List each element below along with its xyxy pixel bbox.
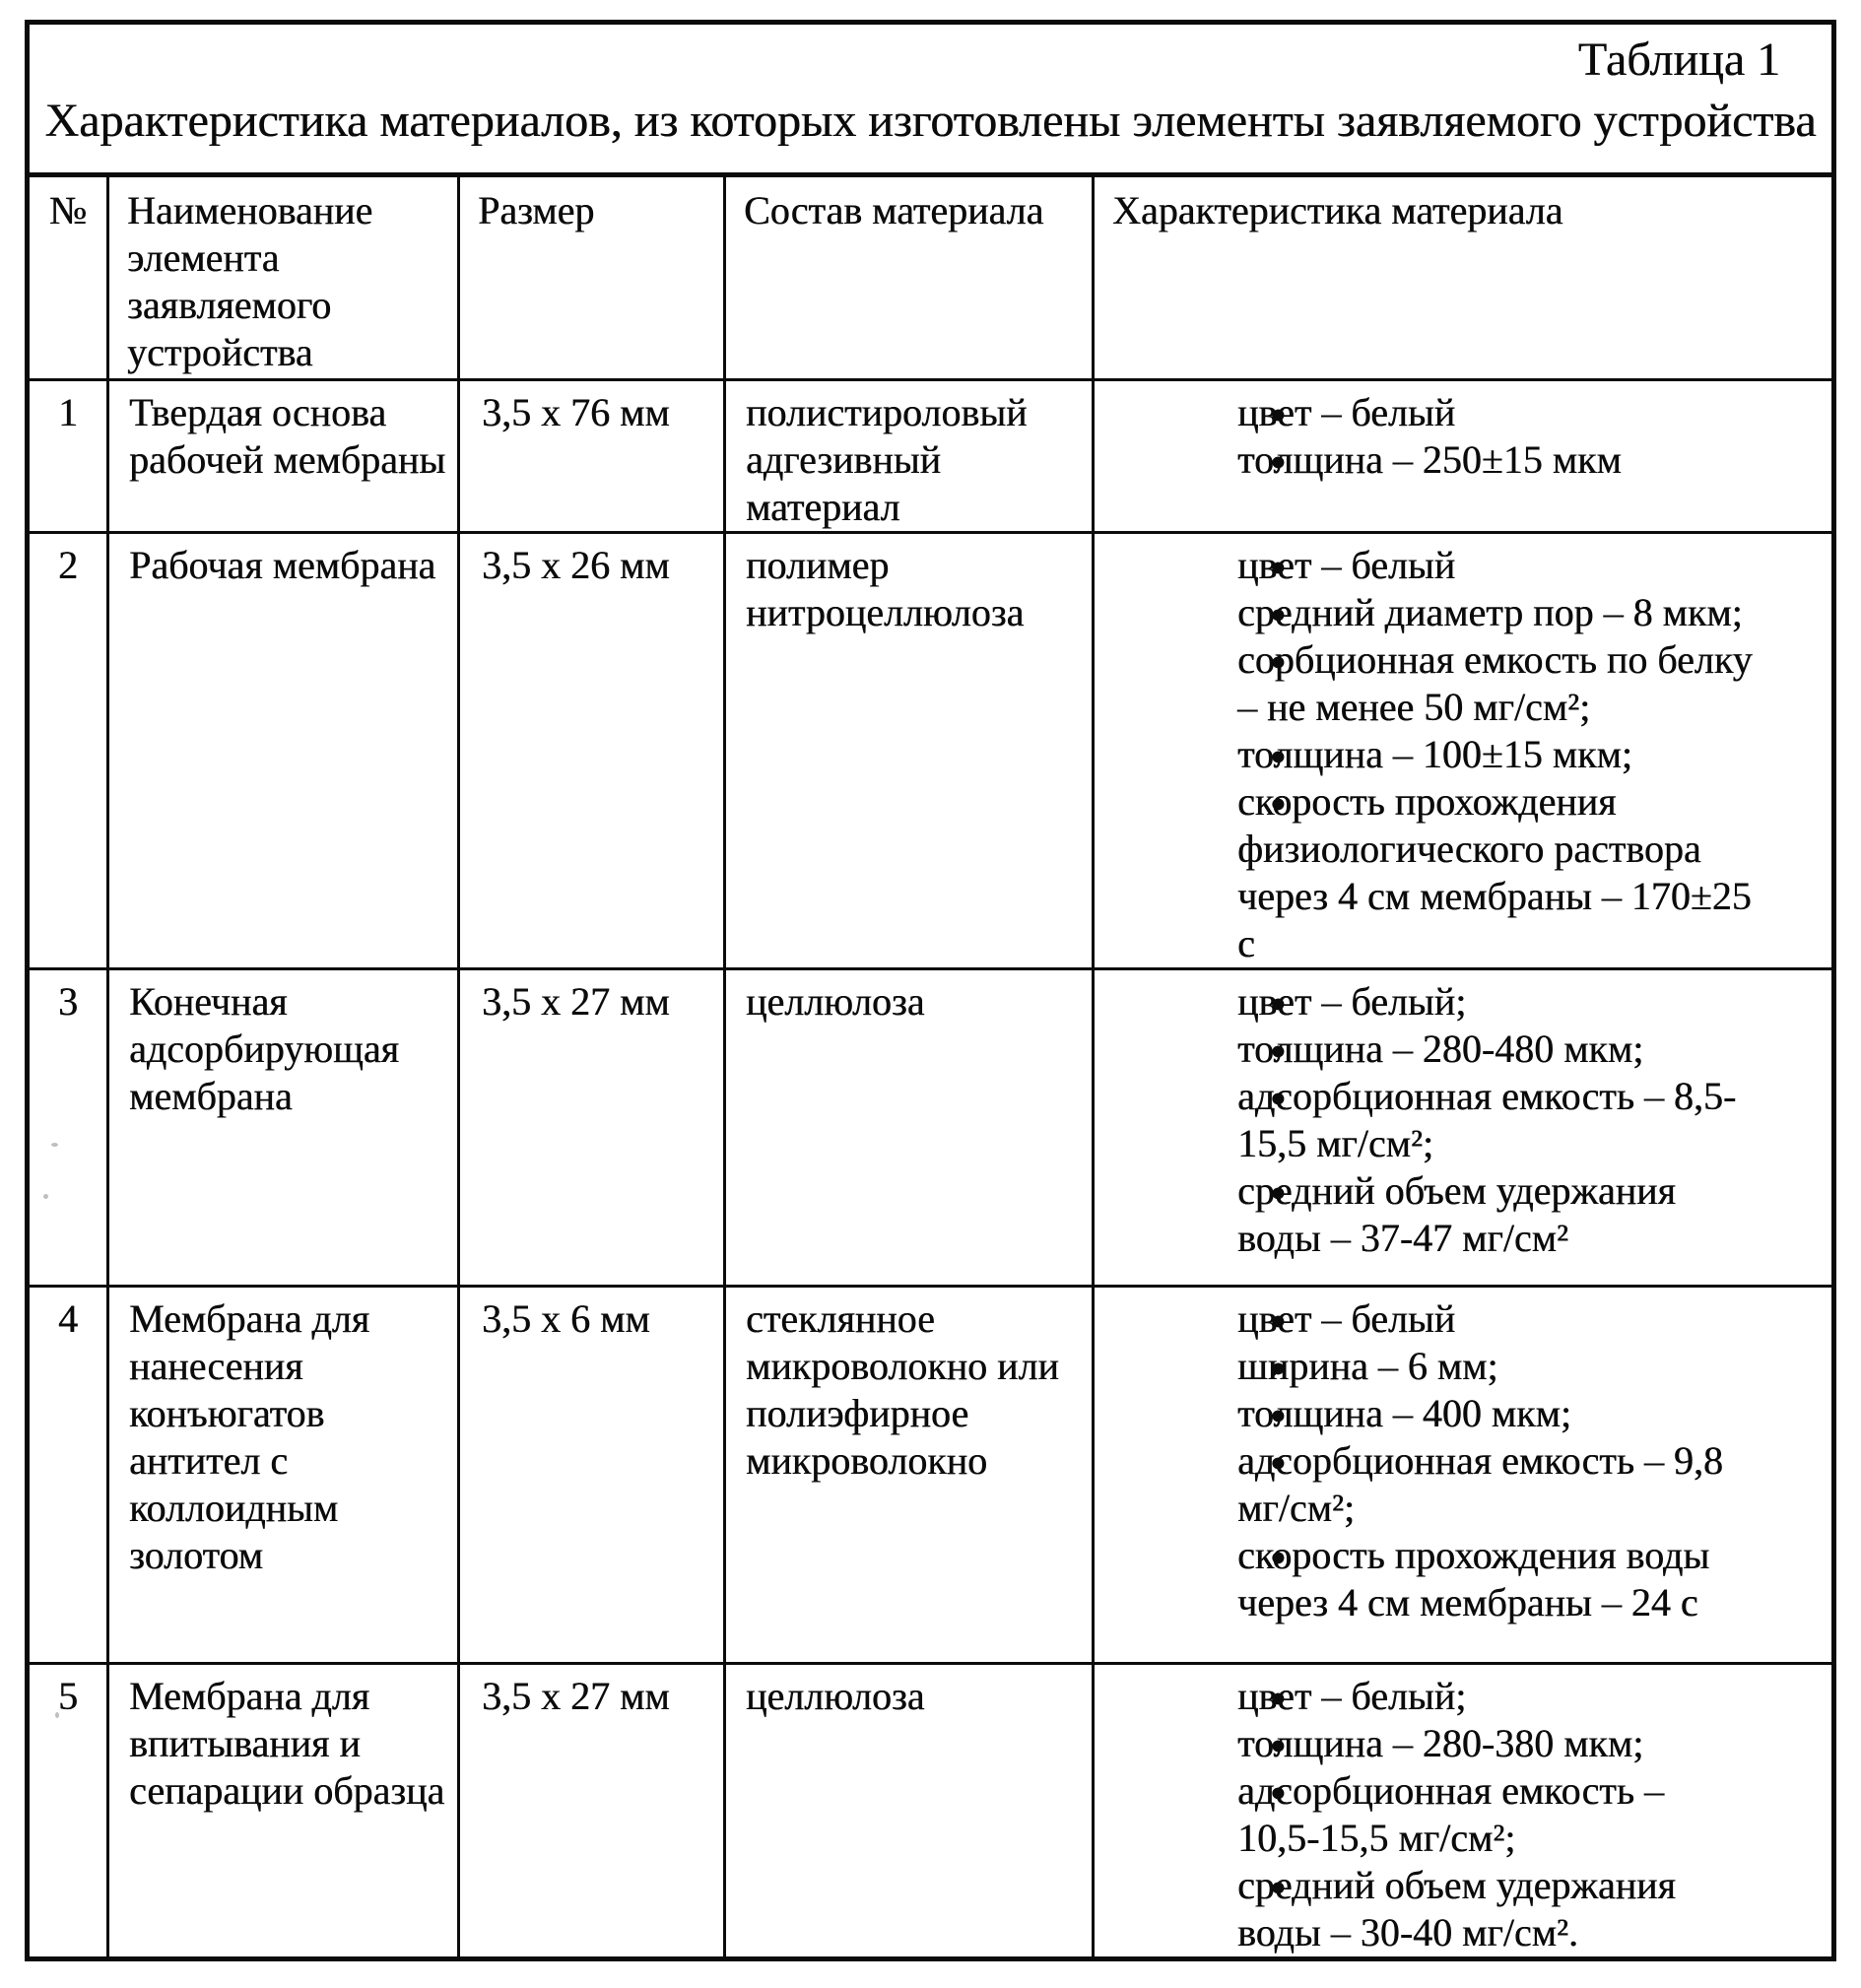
characteristic-item: ● средний объем удержания воды – 37-47 мг/см² xyxy=(1237,1167,1755,1262)
table-row xyxy=(28,1287,1834,1664)
characteristic-item: ● сорбционная емкость по белку – не менее 50 мг/см²; xyxy=(1237,636,1755,731)
element-name: Мембрана для впитывания и сепарации образца xyxy=(108,1664,459,1959)
element-size: 3,5 x 6 мм xyxy=(459,1287,725,1664)
table-caption: Характеристика материалов, из которых изготовлены элементы заявляемого устройства xyxy=(44,95,1817,147)
characteristic-item: ● цвет – белый xyxy=(1237,542,1755,589)
element-name: Мембрана для нанесения конъюгатов антител с коллоидным золотом xyxy=(108,1287,459,1664)
characteristic-item: ● толщина – 250±15 мкм xyxy=(1237,436,1755,484)
characteristic-item: ● толщина – 280-480 мкм; xyxy=(1237,1026,1755,1073)
header-element-name: Наименование элемента заявляемого устройства xyxy=(108,175,459,380)
characteristics-list xyxy=(1095,978,1755,1262)
caption-cell xyxy=(28,23,1834,175)
table-row xyxy=(28,380,1834,533)
element-characteristics xyxy=(1094,380,1834,533)
characteristic-item: ● цвет – белый xyxy=(1237,1295,1755,1343)
header-characteristics: Характеристика материала xyxy=(1094,175,1834,380)
characteristic-item: ● адсорбционная емкость – 9,8 мг/см²; xyxy=(1237,1437,1755,1532)
row-number: 5 xyxy=(28,1664,108,1959)
header-row xyxy=(28,175,1834,380)
table-row xyxy=(28,969,1834,1287)
characteristic-item: ● толщина – 280-380 мкм; xyxy=(1237,1720,1755,1767)
element-characteristics xyxy=(1094,533,1834,969)
element-name: Рабочая мембрана xyxy=(108,533,459,969)
characteristics-list xyxy=(1095,1673,1755,1956)
element-name: Конечная адсорбирующая мембрана xyxy=(108,969,459,1287)
characteristics-list xyxy=(1095,389,1755,484)
characteristic-item: ● цвет – белый; xyxy=(1237,1673,1755,1720)
characteristic-item: ● скорость прохождения физиологического раствора через 4 см мембраны – 170±25 с xyxy=(1237,778,1755,967)
row-number: 1 xyxy=(28,380,108,533)
characteristic-item: ● скорость прохождения воды через 4 см мембраны – 24 с xyxy=(1237,1532,1755,1626)
table-row xyxy=(28,1664,1834,1959)
table-label: Таблица 1 xyxy=(1577,33,1780,86)
element-composition: целлюлоза xyxy=(725,969,1094,1287)
element-name: Твердая основа рабочей мембраны xyxy=(108,380,459,533)
table-row xyxy=(28,533,1834,969)
characteristic-item: ● средний диаметр пор – 8 мкм; xyxy=(1237,589,1755,636)
element-size: 3,5 x 76 мм xyxy=(459,380,725,533)
element-characteristics xyxy=(1094,1664,1834,1959)
element-characteristics xyxy=(1094,1287,1834,1664)
characteristic-item: ● цвет – белый xyxy=(1237,389,1755,436)
characteristics-list xyxy=(1095,1295,1755,1626)
header-num: № xyxy=(28,175,108,380)
element-size: 3,5 x 27 мм xyxy=(459,969,725,1287)
characteristic-item: ● средний объем удержания воды – 30-40 мг/см². xyxy=(1237,1862,1755,1956)
characteristic-item: ● толщина – 100±15 мкм; xyxy=(1237,731,1755,778)
characteristic-item: ● адсорбционная емкость – 10,5-15,5 мг/см²; xyxy=(1237,1767,1755,1862)
element-characteristics xyxy=(1094,969,1834,1287)
element-size: 3,5 x 27 мм xyxy=(459,1664,725,1959)
element-composition: полистироловый адгезивный материал xyxy=(725,380,1094,533)
characteristic-item: ● цвет – белый; xyxy=(1237,978,1755,1026)
element-composition: полимер нитроцеллюлоза xyxy=(725,533,1094,969)
row-number: 4 xyxy=(28,1287,108,1664)
element-composition: целлюлоза xyxy=(725,1664,1094,1959)
header-composition: Состав материала xyxy=(725,175,1094,380)
header-size: Размер xyxy=(459,175,725,380)
row-number: 3 xyxy=(28,969,108,1287)
characteristic-item: ● ширина – 6 мм; xyxy=(1237,1343,1755,1390)
caption-row xyxy=(28,23,1834,175)
characteristic-item: ● толщина – 400 мкм; xyxy=(1237,1390,1755,1437)
characteristic-item: ● адсорбционная емкость – 8,5-15,5 мг/см²; xyxy=(1237,1073,1755,1167)
materials-table xyxy=(25,20,1836,1961)
element-size: 3,5 x 26 мм xyxy=(459,533,725,969)
element-composition: стеклянное микроволокно или полиэфирное микроволокно xyxy=(725,1287,1094,1664)
characteristics-list xyxy=(1095,542,1755,967)
row-number: 2 xyxy=(28,533,108,969)
